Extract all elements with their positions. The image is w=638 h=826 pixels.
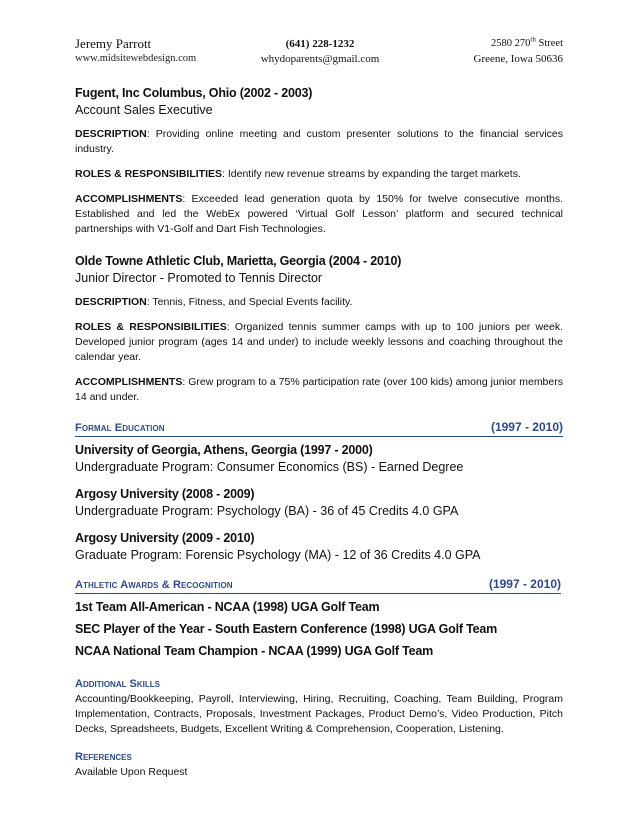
references-section xyxy=(75,750,563,780)
awards-heading-row xyxy=(75,577,561,594)
header-contact xyxy=(255,36,385,66)
education-detail: Graduate Program: Forensic Psychology (MA) - 12 of 36 Credits 4.0 GPA xyxy=(75,548,481,562)
header-left xyxy=(75,36,196,66)
job-title: Fugent, Inc Columbus, Ohio (2002 - 2003) xyxy=(75,86,313,100)
header-address xyxy=(474,36,564,66)
accomplishments-label: ACCOMPLISHMENTS xyxy=(75,193,183,205)
references-text: Available Upon Request xyxy=(75,766,188,778)
description-text: : Tennis, Fitness, and Special Events facility. xyxy=(146,296,353,308)
award-item: NCAA National Team Champion - NCAA (1999) UGA Golf Team xyxy=(75,644,434,658)
website-link[interactable]: www.midsitewebdesign.com xyxy=(75,53,197,64)
job-entry xyxy=(75,254,563,405)
description-label: DESCRIPTION xyxy=(75,296,147,308)
job-accomplishments xyxy=(75,192,563,237)
education-title: Argosy University (2009 - 2010) xyxy=(75,531,255,545)
skills-heading: Additional Skills xyxy=(75,678,160,690)
street-suffix: th xyxy=(530,35,536,44)
job-position: Junior Director - Promoted to Tennis Director xyxy=(75,271,323,285)
education-detail: Undergraduate Program: Consumer Economics (BS) - Earned Degree xyxy=(75,460,464,474)
job-entry xyxy=(75,86,563,237)
education-item xyxy=(75,443,563,475)
roles-text: : Organized tennis summer camps with up to 100 juniors per week. Developed junior program (ages 14 and under) to include weekly lessons and coaching throughout the calendar year. xyxy=(75,321,563,363)
candidate-name: Jeremy Parrott xyxy=(75,36,152,51)
awards-heading: Athletic Awards & Recognition xyxy=(75,579,233,591)
education-detail: Undergraduate Program: Psychology (BA) - 36 of 45 Credits 4.0 GPA xyxy=(75,504,459,518)
street-number: 2580 270 xyxy=(491,38,531,49)
accomplishments-label: ACCOMPLISHMENTS xyxy=(75,376,183,388)
description-text: : Providing online meeting and custom presenter solutions to the financial services industry. xyxy=(75,128,563,155)
roles-text: : Identify new revenue streams by expanding the target markets. xyxy=(222,168,521,180)
description-label: DESCRIPTION xyxy=(75,128,147,140)
education-item xyxy=(75,487,563,519)
roles-label: ROLES & RESPONSIBILITIES xyxy=(75,321,227,333)
award-item: SEC Player of the Year - South Eastern Conference (1998) UGA Golf Team xyxy=(75,622,498,636)
roles-label: ROLES & RESPONSIBILITIES xyxy=(75,168,223,180)
city-state-zip: Greene, Iowa 50636 xyxy=(473,53,563,65)
job-title: Olde Towne Athletic Club, Marietta, Georgia (2004 - 2010) xyxy=(75,254,402,268)
street-address xyxy=(474,36,564,52)
job-description xyxy=(75,127,563,157)
awards-section xyxy=(75,577,561,659)
awards-years: (1997 - 2010) xyxy=(488,577,561,591)
references-heading: References xyxy=(75,751,132,763)
skills-text: Accounting/Bookkeeping, Payroll, Interviewing, Hiring, Recruiting, Coaching, Team Building, Program Implementation, Contracts, Proposals, Investment Packages, Product Demo’s, Video Production, Pitch Decks, Spreadsheets, Budgets, Excellent Writing & Comprehension, Cooperation, Listening. xyxy=(75,693,563,735)
accomplishments-text: : Exceeded lead generation quota by 150% for twelve consecutive months. Established and led the WebEx powered ‘Virtual Golf Lesson’ platform and secured technical partnerships with V1-Golf and Dart Fish Technologies. xyxy=(75,193,563,235)
education-item xyxy=(75,531,563,563)
job-description xyxy=(75,295,563,310)
education-heading: Formal Education xyxy=(75,422,165,434)
education-years: (1997 - 2010) xyxy=(490,420,563,434)
resume-body xyxy=(75,86,563,780)
email-link[interactable]: whydoparents@gmail.com xyxy=(260,53,380,65)
education-title: Argosy University (2008 - 2009) xyxy=(75,487,255,501)
education-title: University of Georgia, Athens, Georgia (1997 - 2000) xyxy=(75,443,373,457)
skills-section xyxy=(75,677,563,737)
job-roles xyxy=(75,320,563,365)
street-name: Street xyxy=(535,38,563,49)
education-section xyxy=(75,420,563,563)
job-accomplishments xyxy=(75,375,563,405)
education-heading-row xyxy=(75,420,563,437)
resume-header xyxy=(75,36,563,70)
award-item: 1st Team All-American - NCAA (1998) UGA Golf Team xyxy=(75,600,380,614)
accomplishments-text: : Grew program to a 75% participation rate (over 100 kids) among junior members 14 and under. xyxy=(75,376,563,403)
job-roles xyxy=(75,167,563,182)
phone-number: (641) 228-1232 xyxy=(285,38,355,50)
job-position: Account Sales Executive xyxy=(75,103,213,117)
